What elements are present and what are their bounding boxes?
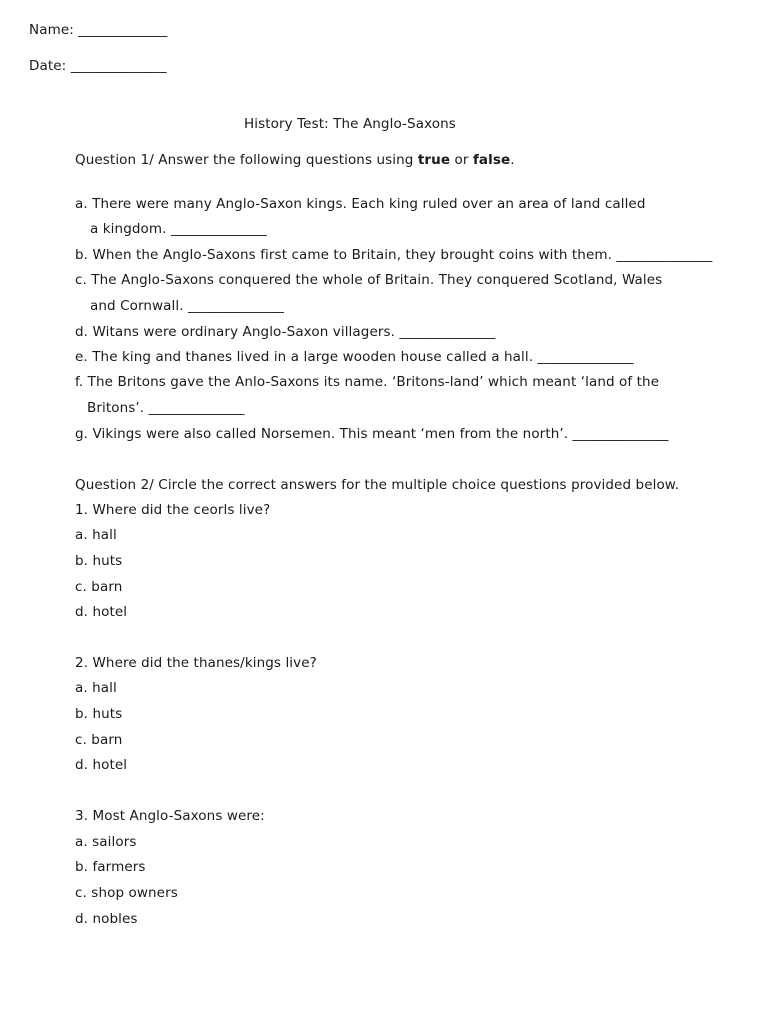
question-1-instruction (75, 151, 515, 169)
mc-q1-option-c[interactable]: c. barn (75, 579, 123, 595)
q1-item-c: c. The Anglo-Saxons conquered the whole of Britain. They conquered Scotland, Wales (75, 272, 663, 288)
mc-question-3-prompt: 3. Most Anglo-Saxons were: (75, 808, 265, 824)
q1-item-g: g. Vikings were also called Norsemen. This meant ‘men from the north’. ______________ (75, 426, 669, 442)
q1-instruction-text: Question 1/ Answer the following questions using (75, 152, 418, 168)
mc-q2-option-a[interactable]: a. hall (75, 680, 117, 696)
mc-q3-option-d[interactable]: d. nobles (75, 911, 138, 927)
q1-item-a-cont: a kingdom. ______________ (90, 221, 267, 237)
page-title: History Test: The Anglo-Saxons (244, 116, 456, 132)
mc-q3-option-a[interactable]: a. sailors (75, 834, 137, 850)
mc-question-1-prompt: 1. Where did the ceorls live? (75, 502, 271, 518)
date-line: Date: ______________ (29, 58, 167, 74)
mc-q1-option-d[interactable]: d. hotel (75, 604, 128, 620)
mc-q1-option-b[interactable]: b. huts (75, 553, 123, 569)
name-line: Name: _____________ (29, 22, 168, 38)
q1-item-f: f. The Britons gave the Anlo-Saxons its name. ‘Britons-land’ which meant ‘land of the (75, 374, 660, 390)
q1-item-f-cont: Britons’. ______________ (87, 400, 245, 416)
question-2-instruction: Question 2/ Circle the correct answers for the multiple choice questions provided below. (75, 477, 680, 493)
q1-item-a: a. There were many Anglo-Saxon kings. Each king ruled over an area of land called (75, 196, 646, 212)
q1-item-e: e. The king and thanes lived in a large wooden house called a hall. ______________ (75, 349, 634, 365)
q1-item-d: d. Witans were ordinary Anglo-Saxon villagers. ______________ (75, 324, 496, 340)
or-word: or (450, 152, 473, 168)
mc-q2-option-d[interactable]: d. hotel (75, 757, 128, 773)
mc-q3-option-b[interactable]: b. farmers (75, 859, 146, 875)
q1-item-b: b. When the Anglo-Saxons first came to Britain, they brought coins with them. ______________ (75, 247, 713, 263)
false-word: false (472, 152, 511, 168)
mc-q1-option-a[interactable]: a. hall (75, 527, 117, 543)
mc-q3-option-c[interactable]: c. shop owners (75, 885, 178, 901)
mc-question-2-prompt: 2. Where did the thanes/kings live? (75, 655, 317, 671)
instruction-period: . (510, 152, 515, 168)
true-word: true (417, 152, 451, 168)
mc-q2-option-c[interactable]: c. barn (75, 732, 123, 748)
mc-q2-option-b[interactable]: b. huts (75, 706, 123, 722)
q1-item-c-cont: and Cornwall. ______________ (90, 298, 284, 314)
